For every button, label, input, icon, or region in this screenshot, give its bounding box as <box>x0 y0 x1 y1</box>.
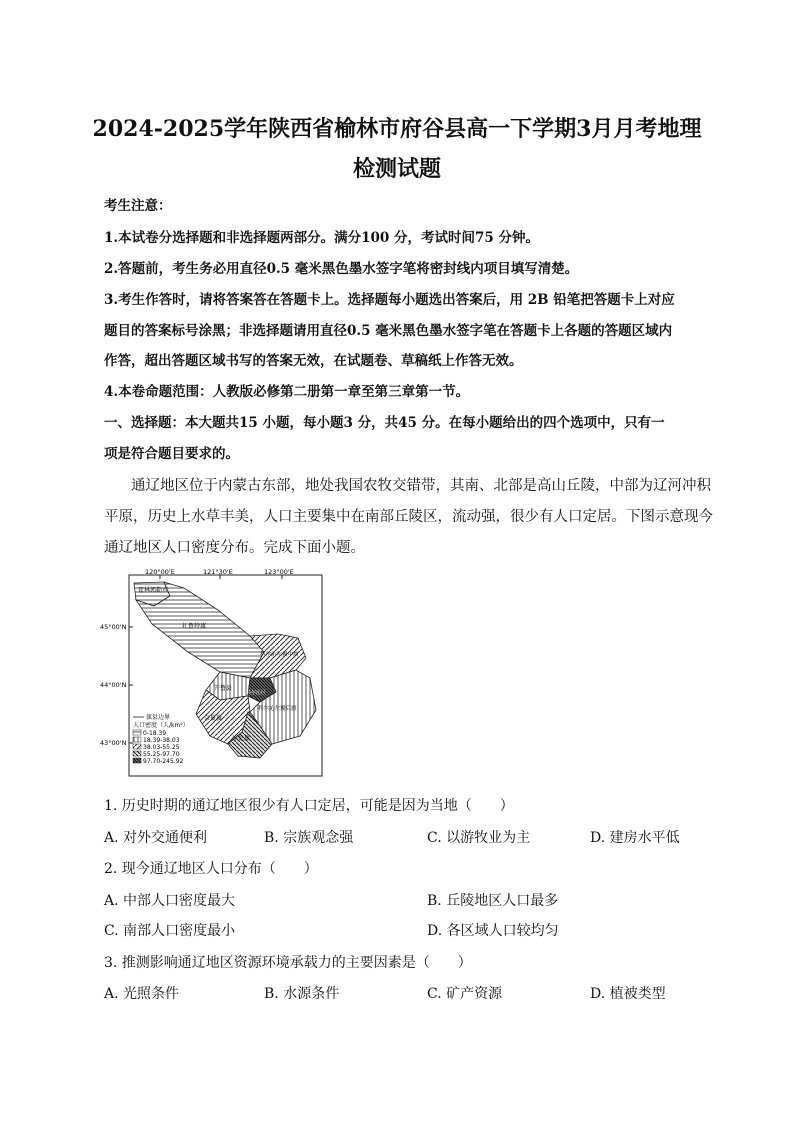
option: C. 南部人口密度最小 <box>104 923 236 939</box>
legend-boundary: 旗县边界 <box>146 714 171 721</box>
legend-item: 38.03-55.25 <box>143 744 180 751</box>
option: A. 光照条件 <box>104 986 180 1002</box>
question-stem: 2. 现今通辽地区人口分布（ ） <box>104 861 318 877</box>
page-title-line2: 检测试题 <box>352 156 441 182</box>
region-label: 科尔沁左翼中旗 <box>260 652 299 658</box>
region-label: 扎鲁特旗 <box>182 623 207 630</box>
option: A. 中部人口密度最大 <box>104 893 236 909</box>
section-heading-cont: 项是符合题目要求的。 <box>104 446 239 462</box>
legend-title: 人口密度（人/km²） <box>133 722 189 729</box>
notice-item: 2.答题前，考生务必用直径0.5 毫米黑色墨水签字笔将密封线内项目填写清楚。 <box>104 261 579 277</box>
lat-label: 44°00'N <box>100 681 127 689</box>
option: D. 建房水平低 <box>590 830 680 846</box>
region-label: 霍林郭勒市 <box>138 587 169 594</box>
lon-label: 121°30'E <box>203 568 233 576</box>
option: B. 水源条件 <box>264 986 340 1002</box>
option: D. 植被类型 <box>590 986 666 1002</box>
passage-line: 平原，历史上水草丰美，人口主要集中在南部丘陵区，流动强，很少有人口定居。下图示意现今 <box>104 509 713 525</box>
lon-label: 123°00'E <box>264 568 294 576</box>
notice-item: 题目的答案标号涂黑；非选择题请用直径0.5 毫米黑色墨水签字笔在答题卡上各题的答题区域内 <box>104 323 673 339</box>
legend-item: 18.39-38.03 <box>143 737 180 744</box>
legend-swatch <box>133 737 141 742</box>
option: D. 各区域人口较均匀 <box>427 923 559 939</box>
lat-label: 45°00'N <box>100 623 127 631</box>
notice-heading: 考生注意： <box>104 198 172 214</box>
notice-item: 4.本卷命题范围：人教版必修第二册第一章至第三章第一节。 <box>104 384 470 400</box>
question-stem: 1. 历史时期的通辽地区很少有人口定居，可能是因为当地（ ） <box>104 798 514 814</box>
passage-line: 通辽地区人口密度分布。完成下面小题。 <box>104 540 365 556</box>
region-label: 科尔沁左翼后旗 <box>258 706 297 712</box>
notice-item: 3.考生作答时，请将答案答在答题卡上。选择题每小题选出答案后，用 2B 铅笔把答题卡上对应 <box>104 292 675 308</box>
legend-item: 97.70-245.92 <box>143 758 184 765</box>
section-heading: 一、选择题：本大题共15 小题，每小题3 分，共45 分。在每小题给出的四个选项中，只有一 <box>104 415 665 431</box>
question-stem: 3. 推测影响通辽地区资源环境承载力的主要因素是（ ） <box>104 955 472 971</box>
lat-label: 43°00'N <box>100 739 127 747</box>
legend-item: 0-18.39 <box>143 730 167 737</box>
population-density-map <box>100 566 330 786</box>
option: B. 宗族观念强 <box>264 830 354 846</box>
legend-swatch <box>133 730 141 735</box>
legend-swatch <box>133 744 141 749</box>
option: A. 对外交通便利 <box>104 830 208 846</box>
option: C. 以游牧业为主 <box>427 830 531 846</box>
legend-swatch <box>133 751 141 756</box>
page-title: 2024-2025学年陕西省榆林市府谷县高一下学期3月月考地理 <box>92 116 702 142</box>
option: C. 矿产资源 <box>427 986 503 1002</box>
option: B. 丘陵地区人口最多 <box>427 893 559 909</box>
legend-item: 55.25-97.70 <box>143 751 180 758</box>
lon-label: 120°00'E <box>145 568 175 576</box>
legend-swatch <box>133 758 141 763</box>
region-label: 奈曼旗 <box>204 715 223 722</box>
region-label: 科尔沁区 <box>246 690 267 696</box>
notice-item: 作答，超出答题区域书写的答案无效，在试题卷、草稿纸上作答无效。 <box>104 353 523 369</box>
region-label: 库伦旗 <box>232 735 251 742</box>
region-label: 开鲁县 <box>214 685 233 692</box>
notice-item: 1.本试卷分选择题和非选择题两部分。满分100 分，考试时间75 分钟。 <box>104 230 539 246</box>
passage-line: 通辽地区位于内蒙古东部，地处我国农牧交错带，其南、北部是高山丘陵，中部为辽河冲积 <box>131 478 711 494</box>
